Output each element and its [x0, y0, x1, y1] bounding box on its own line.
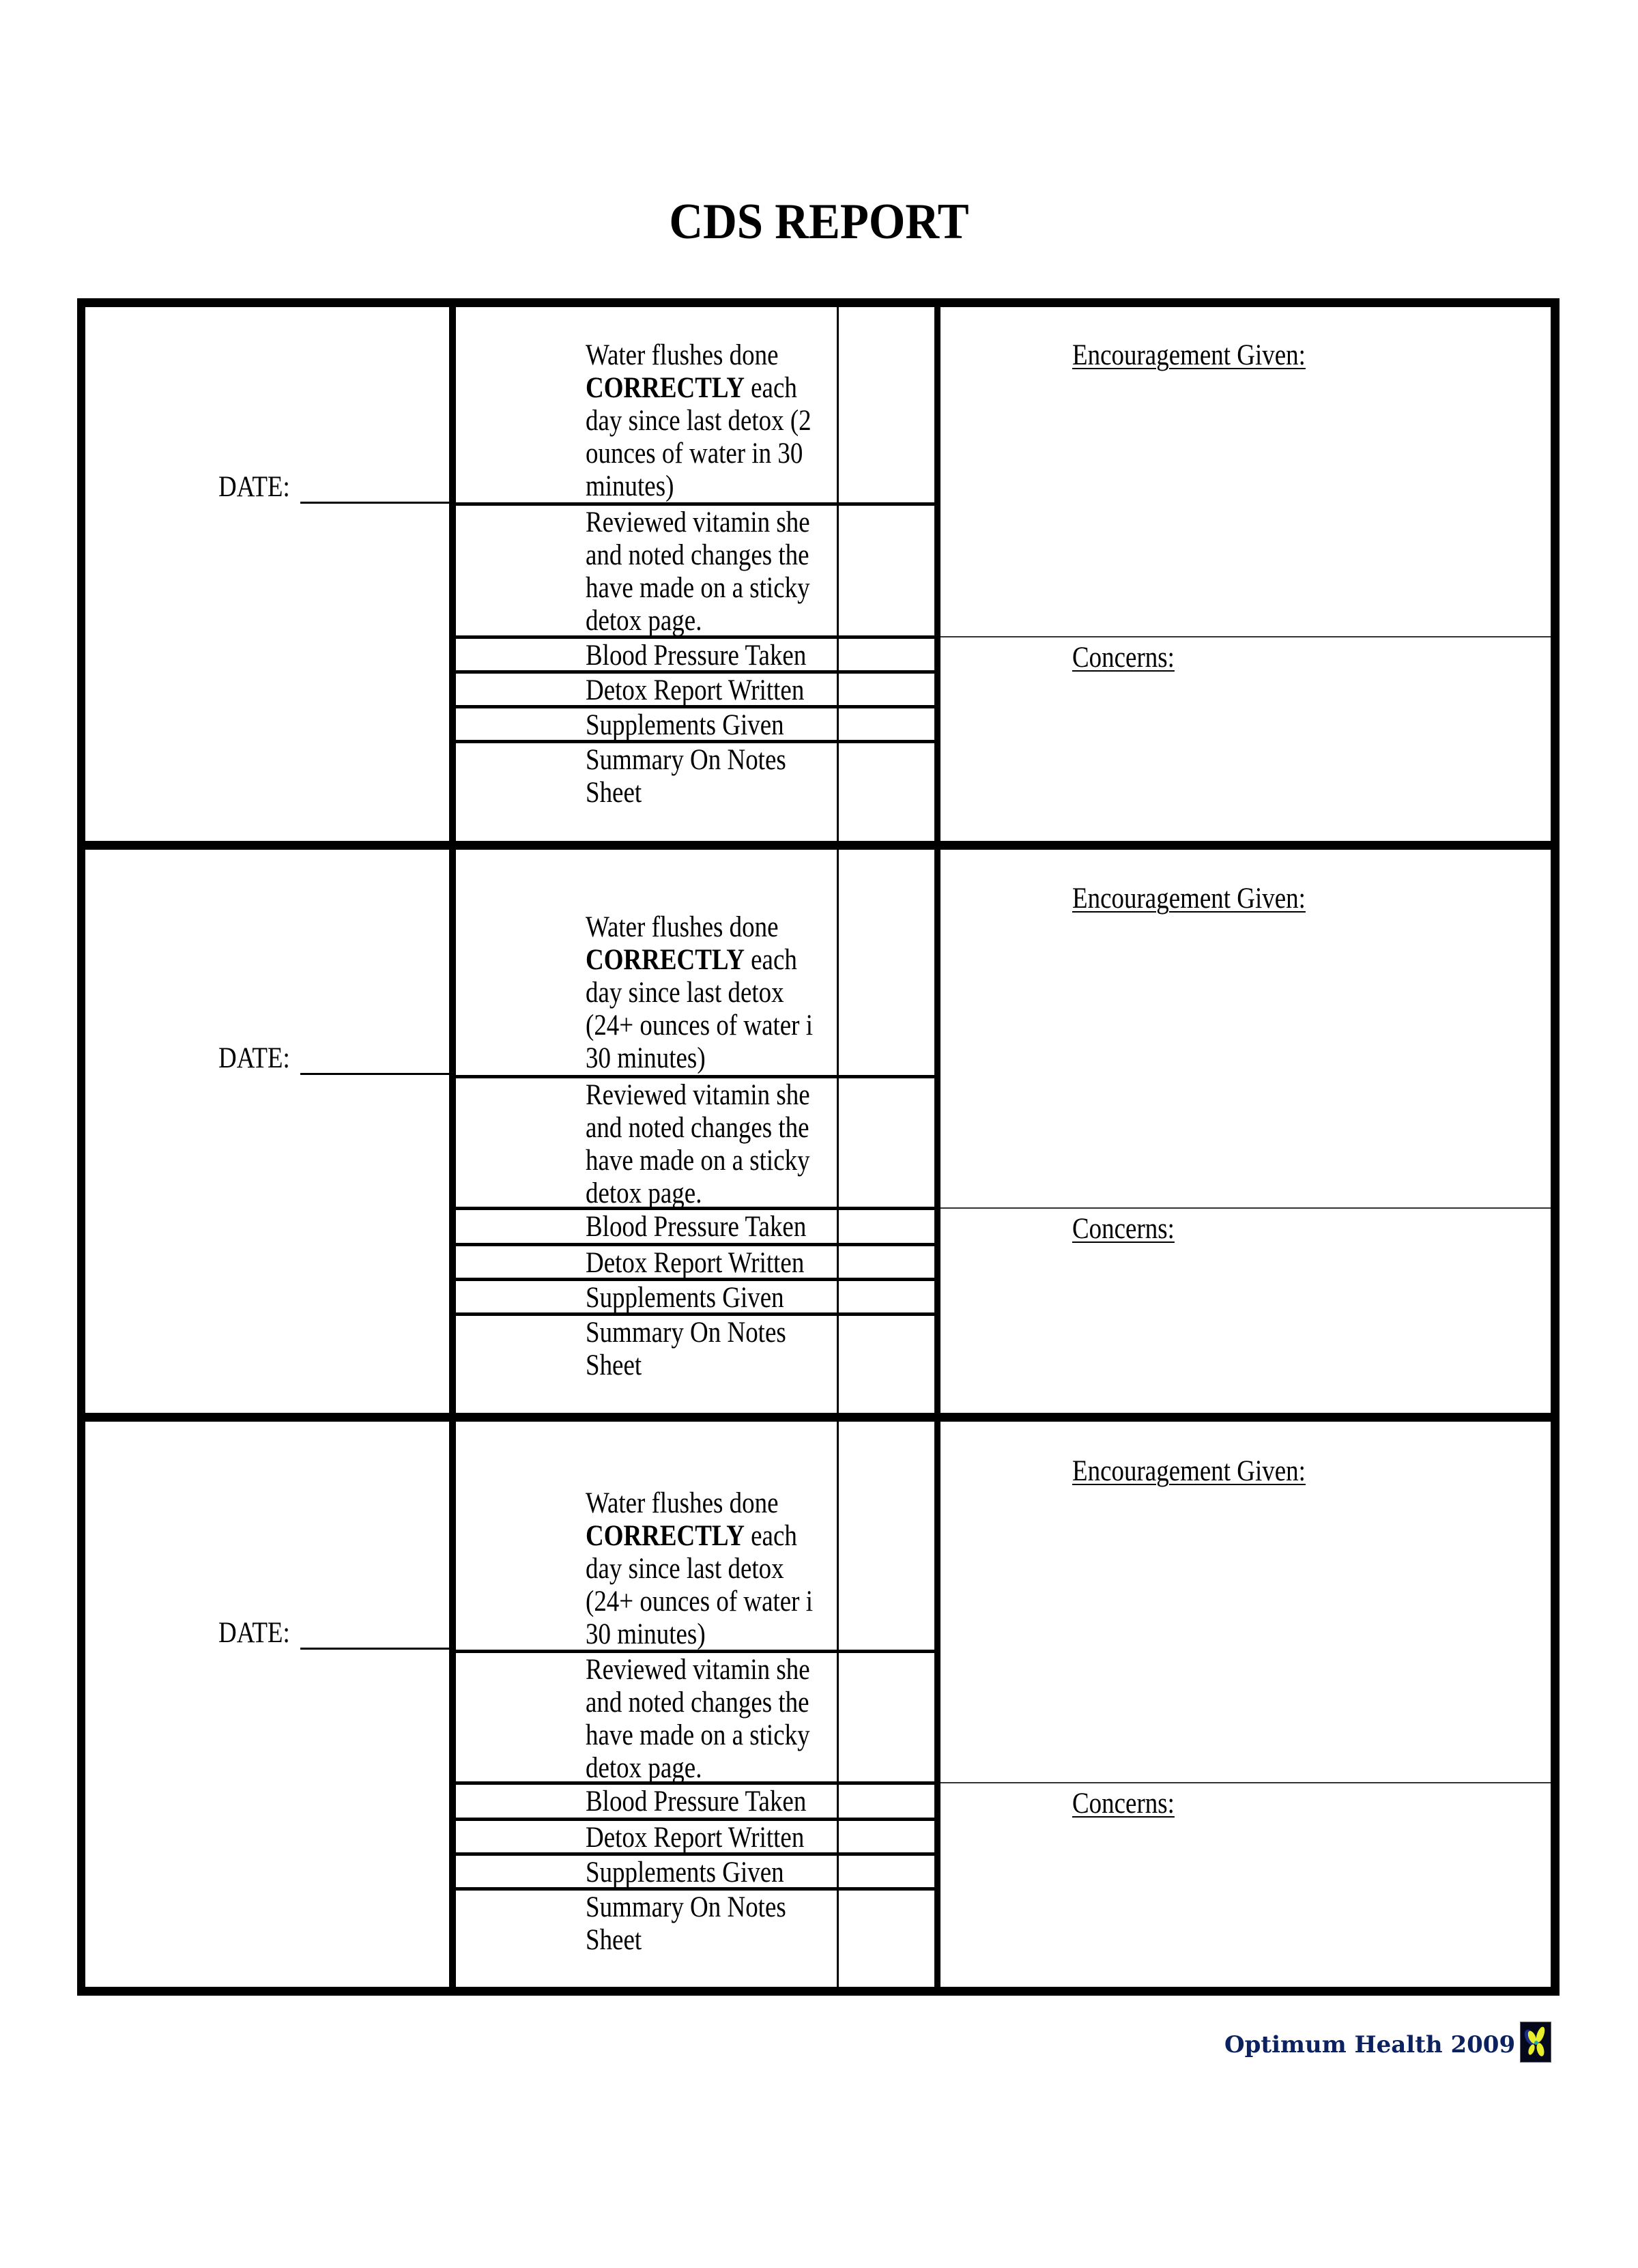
- checklist-item: [586, 1282, 837, 1319]
- section-top-border: [77, 1413, 1560, 1422]
- checklist-item: [586, 1317, 837, 1386]
- checklist-item-line: Summary On Notes: [586, 744, 786, 776]
- checklist-item-line: have made on a sticky: [586, 572, 810, 604]
- section-top-border: [77, 298, 1560, 307]
- emphasis-text: CORRECTLY: [586, 1520, 745, 1552]
- checklist-item-line: Reviewed vitamin she: [586, 506, 810, 539]
- check-cell[interactable]: [839, 850, 934, 1075]
- checklist-item-line: Summary On Notes: [586, 1891, 786, 1923]
- checklist-item-line: day since last detox: [586, 1553, 784, 1585]
- check-cell[interactable]: [839, 506, 934, 635]
- encouragement-label: Encouragement Given:: [1072, 1455, 1306, 1487]
- date-label: DATE:: [218, 1617, 290, 1649]
- checklist-item-line: 30 minutes): [586, 1618, 706, 1650]
- checklist-item-line: Water flushes done: [586, 339, 779, 371]
- checklist-item-line: and noted changes the: [586, 1112, 809, 1144]
- checklist-item-line: day since last detox: [586, 977, 784, 1009]
- check-cell[interactable]: [839, 1785, 934, 1818]
- checklist-item-line: CORRECTLY each: [586, 1520, 797, 1552]
- check-cell[interactable]: [839, 1821, 934, 1852]
- checklist-item: [586, 1891, 837, 1961]
- encouragement-label: Encouragement Given:: [1072, 339, 1306, 371]
- checklist-item: [586, 709, 837, 746]
- checklist-item-line: Detox Report Written: [586, 1822, 805, 1854]
- checklist-item: [586, 744, 837, 814]
- checklist-item-line: Reviewed vitamin she: [586, 1079, 810, 1111]
- page-title: CDS REPORT: [669, 194, 969, 250]
- checklist-item: [586, 339, 837, 507]
- checklist-item-line: Detox Report Written: [586, 1247, 805, 1279]
- column-divider: [934, 841, 940, 1421]
- check-cell[interactable]: [839, 1078, 934, 1207]
- column-divider: [449, 1413, 456, 1995]
- checklist-item-line: Blood Pressure Taken: [586, 1785, 807, 1818]
- encouragement-label: Encouragement Given:: [1072, 882, 1306, 915]
- checklist-item-line: day since last detox (2: [586, 405, 811, 437]
- column-divider: [934, 1413, 940, 1995]
- check-cell[interactable]: [839, 1246, 934, 1278]
- checklist-item-line: Supplements Given: [586, 1282, 784, 1314]
- checklist-item-line: Sheet: [586, 1924, 642, 1956]
- checklist-item-line: detox page.: [586, 1177, 702, 1209]
- concerns-label: Concerns:: [1072, 1213, 1175, 1245]
- check-cell[interactable]: [839, 1856, 934, 1887]
- date-label: DATE:: [218, 1042, 290, 1074]
- checklist-item: [586, 911, 837, 1079]
- checklist-item-line: ounces of water in 30: [586, 437, 803, 470]
- check-cell[interactable]: [839, 708, 934, 740]
- emphasis-text: CORRECTLY: [586, 944, 745, 976]
- section-left-border: [77, 841, 85, 1421]
- check-cell[interactable]: [839, 1422, 934, 1650]
- checklist-item-line: Sheet: [586, 777, 642, 809]
- checklist-item-line: CORRECTLY each: [586, 372, 797, 404]
- column-divider: [449, 841, 456, 1421]
- check-cell[interactable]: [839, 743, 934, 841]
- checklist-item-line: detox page.: [586, 605, 702, 637]
- date-input-line[interactable]: [300, 1648, 449, 1650]
- section-bottom-border: [77, 1987, 1560, 1996]
- checklist-item: [586, 674, 837, 711]
- checklist-item: [586, 1654, 837, 1789]
- checklist-item-line: Reviewed vitamin she: [586, 1654, 810, 1686]
- checklist-item-line: Water flushes done: [586, 911, 779, 943]
- checklist-item-line: Blood Pressure Taken: [586, 1211, 807, 1243]
- section-right-border: [1551, 298, 1560, 849]
- section-top-border: [77, 841, 1560, 850]
- notes-divider: [940, 1782, 1551, 1783]
- checklist-item: [586, 506, 837, 642]
- checklist-item: [586, 1211, 837, 1248]
- checklist-item: [586, 640, 837, 676]
- concerns-label: Concerns:: [1072, 642, 1175, 674]
- checklist-item: [586, 1856, 837, 1893]
- section-right-border: [1551, 1413, 1560, 1995]
- date-input-line[interactable]: [300, 1073, 449, 1075]
- concerns-label: Concerns:: [1072, 1788, 1175, 1820]
- column-divider: [449, 298, 456, 849]
- check-cell[interactable]: [839, 1281, 934, 1312]
- checklist-item-line: and noted changes the: [586, 1686, 809, 1719]
- check-cell[interactable]: [839, 1210, 934, 1243]
- checklist-item-line: Supplements Given: [586, 709, 784, 741]
- check-cell[interactable]: [839, 1891, 934, 1987]
- check-cell[interactable]: [839, 639, 934, 670]
- check-cell[interactable]: [839, 1316, 934, 1413]
- checklist-item: [586, 1487, 837, 1655]
- notes-divider: [940, 1207, 1551, 1209]
- check-cell[interactable]: [839, 307, 934, 502]
- checklist-item-line: Summary On Notes: [586, 1317, 786, 1349]
- checklist-item-line: (24+ ounces of water i: [586, 1009, 814, 1042]
- checklist-item-line: minutes): [586, 470, 674, 502]
- checklist-item-line: 30 minutes): [586, 1042, 706, 1074]
- checklist-item-line: have made on a sticky: [586, 1719, 810, 1751]
- date-label: DATE:: [218, 471, 290, 503]
- notes-divider: [940, 636, 1551, 637]
- section-left-border: [77, 298, 85, 849]
- checklist-item-line: have made on a sticky: [586, 1145, 810, 1177]
- check-cell[interactable]: [839, 1653, 934, 1781]
- checklist-item: [586, 1822, 837, 1858]
- section-left-border: [77, 1413, 85, 1995]
- checklist-item-line: (24+ ounces of water i: [586, 1585, 814, 1618]
- checklist-item: [586, 1247, 837, 1284]
- checklist-item: [586, 1785, 837, 1822]
- checklist-item-line: CORRECTLY each: [586, 944, 797, 976]
- checklist-item-line: Blood Pressure Taken: [586, 640, 807, 672]
- checklist-item-line: and noted changes the: [586, 539, 809, 571]
- checklist-item-line: Sheet: [586, 1349, 642, 1381]
- emphasis-text: CORRECTLY: [586, 372, 745, 404]
- checklist-item-line: detox page.: [586, 1752, 702, 1784]
- checklist-item-line: Supplements Given: [586, 1856, 784, 1889]
- checklist-item-line: Detox Report Written: [586, 674, 805, 706]
- checklist-item-line: Water flushes done: [586, 1487, 779, 1519]
- check-cell[interactable]: [839, 674, 934, 705]
- footer-brand: Optimum Health 2009: [1224, 2031, 1516, 2058]
- column-divider: [934, 298, 940, 849]
- checklist-item: [586, 1079, 837, 1214]
- date-input-line[interactable]: [300, 502, 449, 504]
- butterfly-logo-icon: [1520, 2022, 1551, 2063]
- section-right-border: [1551, 841, 1560, 1421]
